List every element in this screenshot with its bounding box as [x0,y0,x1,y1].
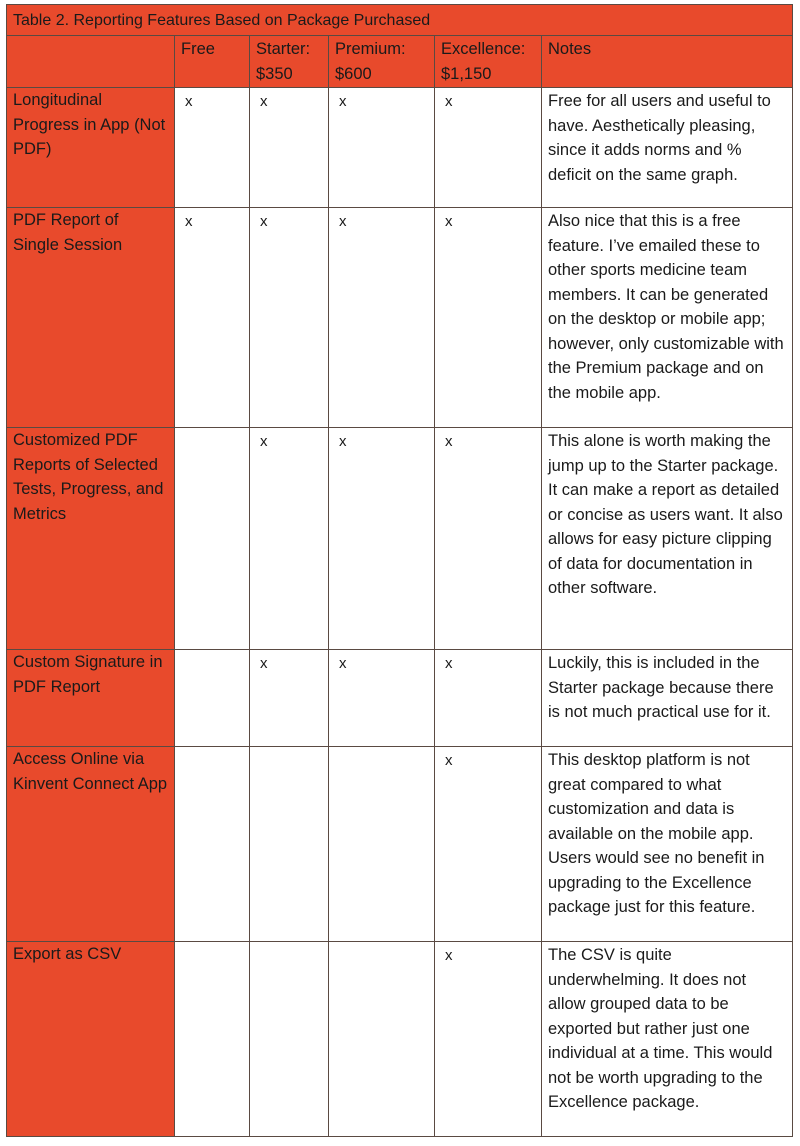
report-features-table [6,4,793,1137]
table-row [7,88,793,208]
excellence-included-mark: x [445,655,453,672]
feature-name: Access Online via Kinvent Connect App [7,747,175,942]
excellence-included-mark: x [445,947,453,964]
feature-notes: This desktop platform is not great compared to what customization and data is available on the mobile app. Users would see no benefit in upgrading to the Excellence package just for this feature. [542,747,793,942]
feature-name: Custom Signature in PDF Report [7,650,175,747]
starter-included-mark: x [260,213,268,230]
excellence-included-mark: x [445,433,453,450]
free-included-mark: x [185,213,193,230]
feature-notes: Luckily, this is included in the Starter package because there is not much practical use for it. [542,650,793,747]
feature-name: Export as CSV [7,942,175,1137]
header-row [7,36,793,88]
excellence-included-mark: x [445,93,453,110]
premium-included-mark: x [339,93,347,110]
starter-included-mark: x [260,433,268,450]
premium-included-mark: x [339,433,347,450]
feature-notes: Free for all users and useful to have. Aesthetically pleasing, since it adds norms and % deficit on the same graph. [542,88,793,208]
table-row [7,942,793,1137]
table-row [7,650,793,747]
premium-included-mark: x [339,213,347,230]
premium-included-mark: x [339,655,347,672]
table-caption: Table 2. Reporting Features Based on Package Purchased [7,5,793,36]
feature-notes: The CSV is quite underwhelming. It does not allow grouped data to be exported but rather just one individual at a time. This would not be worth upgrading to the Excellence package. [542,942,793,1137]
table-row [7,428,793,650]
header-starter-column: Starter: $350 [250,36,329,88]
starter-included-mark: x [260,93,268,110]
header-feature-column [7,36,175,88]
caption-row [7,5,793,36]
header-free-column: Free [175,36,250,88]
excellence-included-mark: x [445,213,453,230]
header-notes-column: Notes [542,36,793,88]
starter-included-mark: x [260,655,268,672]
feature-name: Longitudinal Progress in App (Not PDF) [7,88,175,208]
feature-name: PDF Report of Single Session [7,208,175,428]
table-row [7,747,793,942]
feature-notes: Also nice that this is a free feature. I’ve emailed these to other sports medicine team members. It can be generated on the desktop or mobile app; however, only customizable with the Premium package and on the mobile app. [542,208,793,428]
free-included-mark: x [185,93,193,110]
excellence-included-mark: x [445,752,453,769]
feature-name: Customized PDF Reports of Selected Tests, Progress, and Metrics [7,428,175,650]
header-premium-column: Premium: $600 [329,36,435,88]
feature-notes: This alone is worth making the jump up to the Starter package. It can make a report as detailed or concise as users want. It also allows for easy picture clipping of data for documentation in other software. [542,428,793,650]
table-row [7,208,793,428]
header-excellence-column: Excellence: $1,150 [435,36,542,88]
